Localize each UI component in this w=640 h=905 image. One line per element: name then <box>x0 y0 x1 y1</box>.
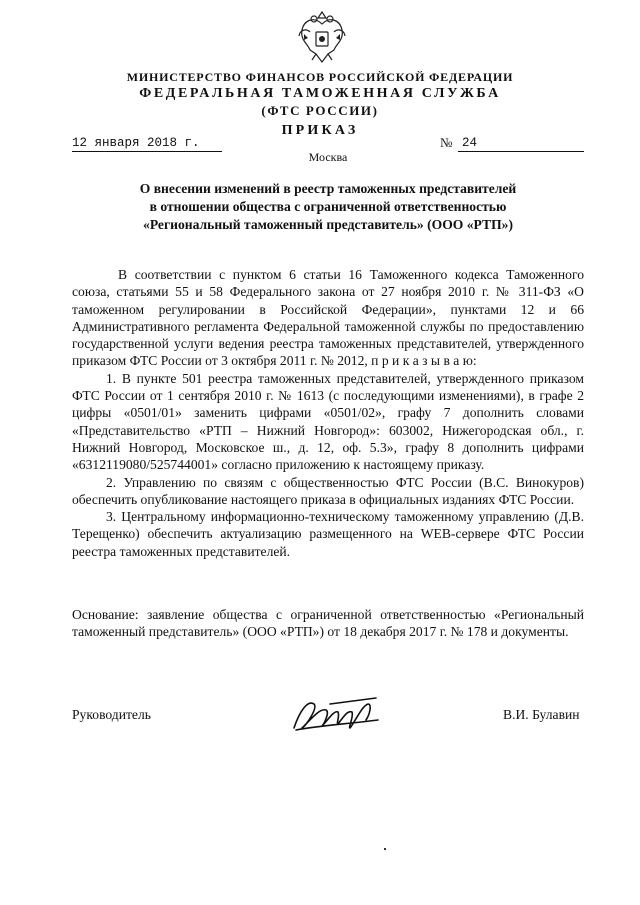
order-title <box>0 180 640 234</box>
service-short-name: (ФТС РОССИИ) <box>261 103 379 118</box>
ministry-name: МИНИСТЕРСТВО ФИНАНСОВ РОССИЙСКОЙ ФЕДЕРАЦИИ <box>126 70 514 84</box>
title-line-3: «Региональный таможенный представитель» (ООО «РТП») <box>143 217 513 232</box>
scan-mark <box>384 848 386 850</box>
city: Москва <box>308 150 348 164</box>
order-date: 12 января 2018 г. <box>72 136 222 152</box>
order-number: 24 <box>458 136 584 152</box>
handwritten-signature-icon <box>286 690 386 740</box>
service-name: ФЕДЕРАЛЬНАЯ ТАМОЖЕННАЯ СЛУЖБА <box>139 86 501 101</box>
item-2: 2. Управлению по связям с общественностью ФТС России (В.С. Винокуров) обеспечить опубликование настоящего приказа в официальных изданиях ФТС России. <box>72 474 584 507</box>
coat-of-arms-icon <box>296 10 348 68</box>
item-3: 3. Центральному информационно-техническому таможенному управлению (Д.В. Терещенко) обеспечить актуализацию размещенного на WEB-сервере ФТС России реестра таможенных представителей. <box>72 509 584 559</box>
signatory-role: Руководитель <box>72 707 151 722</box>
title-line-2: в отношении общества с ограниченной ответственностью <box>149 199 507 214</box>
preamble: В соответствии с пунктом 6 статьи 16 Таможенного кодекса Таможенного союза, статьями 55 и 58 Федерального закона от 27 ноября 2010 г. № 311-ФЗ «О таможенном регулировании в Российской Федерации», пунктами 12 и 66 Административного регламента Федеральной таможенной службы по предоставлению государственной услуги ведения реестра таможенных представителей, утвержденного приказом ФТС России от 3 октября 2011 г. № 2012, п р и к а з ы в а ю: <box>72 267 584 369</box>
order-body <box>72 266 584 560</box>
document-type: ПРИКАЗ <box>281 123 359 138</box>
signatory-name: В.И. Булавин <box>503 707 580 722</box>
item-1: 1. В пункте 501 реестра таможенных представителей, утвержденного приказом ФТС России от 1 сентября 2010 г. № 1613 (с последующими изменениями), в графе 2 цифры «0501/01» заменить цифрами «0501/02», графу 7 дополнить словами «Представительство «РТП – Нижний Новгород»: 603002, Нижегородская обл., г. Нижний Новгород, Московское ш., д. 12, оф. 5.3», графу 8 дополнить цифрами «6312119080/525744001» согласно приложению к настоящему приказу. <box>72 370 584 473</box>
basis: Основание: заявление общества с ограниченной ответственностью «Региональный таможенный представитель» (ООО «РТП») от 18 декабря 2017 г. № 178 и документы. <box>72 607 584 640</box>
number-sign: № <box>440 135 453 150</box>
title-line-1: О внесении изменений в реестр таможенных представителей <box>139 181 517 196</box>
